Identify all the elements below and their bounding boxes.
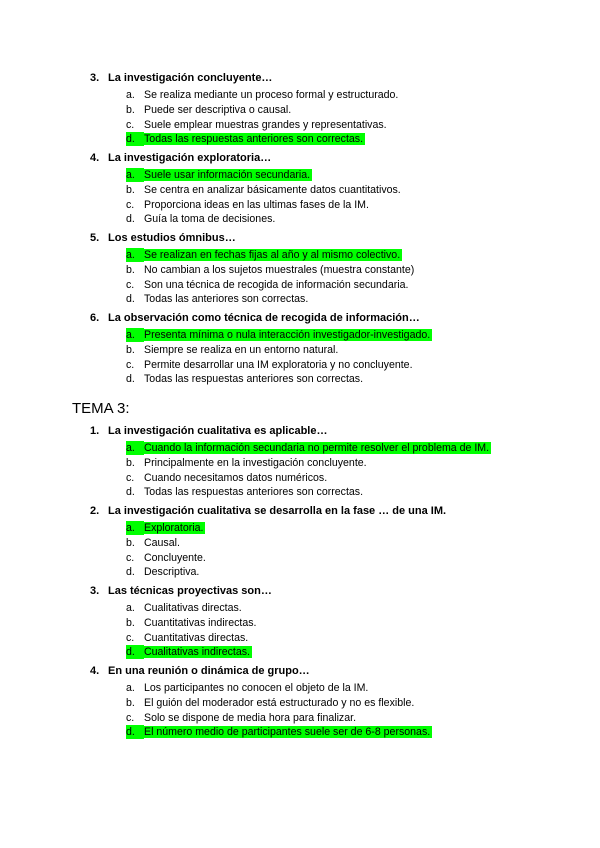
- option-text: Puede ser descriptiva o causal.: [144, 103, 292, 116]
- option-text: Suele emplear muestras grandes y representativas.: [144, 118, 387, 131]
- option-text: Cuantitativas indirectas.: [144, 616, 257, 629]
- correct-option: [126, 168, 312, 182]
- option-text: Concluyente.: [144, 551, 206, 564]
- option-text: Suele usar información secundaria.: [144, 169, 311, 181]
- option-text: Siempre se realiza en un entorno natural.: [144, 343, 339, 356]
- answer-option: [126, 696, 414, 710]
- option-text: Se realiza mediante un proceso formal y estructurado.: [144, 89, 399, 101]
- option-content: [126, 726, 432, 738]
- question-number: 2.: [90, 505, 100, 517]
- option-text: Cualitativas directas.: [144, 602, 242, 614]
- answer-option: [126, 118, 387, 132]
- answer-option: [126, 88, 398, 102]
- option-letter: d.: [126, 725, 144, 739]
- option-letter: b.: [126, 696, 135, 709]
- option-letter: a.: [126, 248, 144, 262]
- option-text: Son una técnica de recogida de información secundaria.: [144, 278, 409, 291]
- option-letter: c.: [126, 551, 135, 564]
- question-number: 1.: [90, 425, 100, 437]
- option-letter: d.: [126, 132, 144, 146]
- answer-option: [126, 471, 327, 485]
- option-letter: b.: [126, 456, 135, 469]
- option-text: Permite desarrollar una IM exploratoria y no concluyente.: [144, 358, 413, 371]
- option-text: Todas las anteriores son correctas.: [144, 293, 309, 306]
- answer-option: [126, 292, 308, 306]
- question-number: 6.: [90, 312, 100, 324]
- option-letter: a.: [126, 682, 135, 694]
- question-number: 4.: [90, 152, 100, 164]
- answer-option: [126, 278, 408, 292]
- answer-option: [126, 711, 356, 725]
- answer-option: [126, 456, 367, 470]
- question-title: [90, 505, 446, 517]
- option-letter: c.: [126, 711, 135, 724]
- answer-option: [126, 565, 199, 579]
- question-text: La investigación cualitativa se desarrolla en la fase … de una IM.: [108, 505, 447, 517]
- option-text: Todas las respuestas anteriores son correctas.: [144, 133, 364, 146]
- option-letter: c.: [126, 471, 135, 484]
- option-content: [126, 133, 365, 145]
- option-text: Cuando la información secundaria no permite resolver el problema de IM.: [144, 442, 490, 454]
- answer-option: [126, 358, 413, 372]
- question-title: [90, 585, 272, 597]
- question-title: [90, 425, 327, 437]
- correct-option: [126, 725, 432, 739]
- option-letter: c.: [126, 118, 135, 131]
- answer-option: [126, 681, 368, 695]
- answer-option: [126, 103, 291, 117]
- option-text: Se realizan en fechas fijas al año y al mismo colectivo.: [144, 249, 401, 261]
- option-letter: d.: [126, 486, 135, 499]
- option-text: Todas las respuestas anteriores son correctas.: [144, 486, 364, 499]
- question-number: 3.: [90, 72, 100, 84]
- option-letter: d.: [126, 645, 144, 659]
- question-title: [90, 152, 271, 164]
- answer-option: [126, 263, 414, 277]
- option-content: [126, 249, 402, 261]
- answer-option: [126, 551, 206, 565]
- option-text: Cuando necesitamos datos numéricos.: [144, 471, 328, 484]
- correct-option: [126, 645, 252, 659]
- option-text: El número medio de participantes suele ser de 6-8 personas.: [144, 726, 431, 739]
- option-letter: b.: [126, 616, 135, 629]
- question-number: 5.: [90, 232, 100, 244]
- question-title: [90, 72, 272, 84]
- option-letter: a.: [126, 89, 135, 101]
- option-text: Se centra en analizar básicamente datos cuantitativos.: [144, 183, 401, 196]
- answer-option: [126, 198, 369, 212]
- question-number: 3.: [90, 585, 100, 597]
- option-text: Causal.: [144, 536, 180, 549]
- answer-option: [126, 183, 401, 197]
- option-letter: d.: [126, 566, 135, 579]
- option-letter: a.: [126, 441, 144, 455]
- question-text: Los estudios ómnibus…: [108, 232, 236, 244]
- correct-option: [126, 328, 432, 342]
- question-number: 4.: [90, 665, 100, 677]
- option-text: El guión del moderador está estructurado y no es flexible.: [144, 696, 415, 709]
- option-content: [126, 646, 252, 658]
- option-text: Presenta mínima o nula interacción investigador-investigado.: [144, 329, 431, 341]
- option-letter: b.: [126, 263, 135, 276]
- option-content: [126, 169, 312, 181]
- option-text: Los participantes no conocen el objeto de la IM.: [144, 682, 369, 694]
- option-content: [126, 522, 205, 534]
- option-letter: b.: [126, 103, 135, 116]
- option-letter: a.: [126, 602, 135, 614]
- option-text: Descriptiva.: [144, 566, 200, 579]
- option-letter: a.: [126, 521, 144, 535]
- answer-option: [126, 616, 256, 630]
- option-text: Cuantitativas directas.: [144, 631, 249, 644]
- question-text: La investigación concluyente…: [108, 72, 273, 84]
- option-letter: c.: [126, 278, 135, 291]
- answer-option: [126, 485, 363, 499]
- option-letter: d.: [126, 293, 135, 306]
- question-text: La investigación exploratoria…: [108, 152, 272, 164]
- question-title: [90, 312, 420, 324]
- option-letter: b.: [126, 343, 135, 356]
- correct-option: [126, 248, 402, 262]
- answer-option: [126, 343, 338, 357]
- question-text: La observación como técnica de recogida de información…: [108, 312, 420, 324]
- option-letter: d.: [126, 373, 135, 386]
- question-text: En una reunión o dinámica de grupo…: [108, 665, 310, 677]
- answer-option: [126, 536, 180, 550]
- option-text: Cualitativas indirectas.: [144, 646, 250, 659]
- option-letter: b.: [126, 536, 135, 549]
- option-letter: c.: [126, 631, 135, 644]
- option-text: Todas las respuestas anteriores son correctas.: [144, 373, 364, 386]
- question-text: Las técnicas proyectivas son…: [108, 585, 272, 597]
- option-text: Exploratoria.: [144, 522, 204, 534]
- option-text: Solo se dispone de media hora para finalizar.: [144, 711, 357, 724]
- answer-option: [126, 631, 248, 645]
- question-text: La investigación cualitativa es aplicable…: [108, 425, 328, 437]
- option-text: Guía la toma de decisiones.: [144, 213, 276, 226]
- option-text: No cambian a los sujetos muestrales (muestra constante): [144, 263, 415, 276]
- option-letter: c.: [126, 198, 135, 211]
- correct-option: [126, 521, 205, 535]
- option-letter: c.: [126, 358, 135, 371]
- question-title: [90, 665, 310, 677]
- option-letter: b.: [126, 183, 135, 196]
- correct-option: [126, 132, 365, 146]
- question-title: [90, 232, 236, 244]
- section-title: TEMA 3:: [72, 400, 130, 417]
- option-letter: a.: [126, 168, 144, 182]
- option-text: Proporciona ideas en las ultimas fases de la IM.: [144, 198, 369, 211]
- answer-option: [126, 212, 275, 226]
- option-content: [126, 442, 491, 454]
- option-content: [126, 329, 432, 341]
- option-text: Principalmente en la investigación concluyente.: [144, 456, 367, 469]
- option-letter: a.: [126, 328, 144, 342]
- answer-option: [126, 372, 363, 386]
- correct-option: [126, 441, 491, 455]
- option-letter: d.: [126, 213, 135, 226]
- answer-option: [126, 601, 242, 615]
